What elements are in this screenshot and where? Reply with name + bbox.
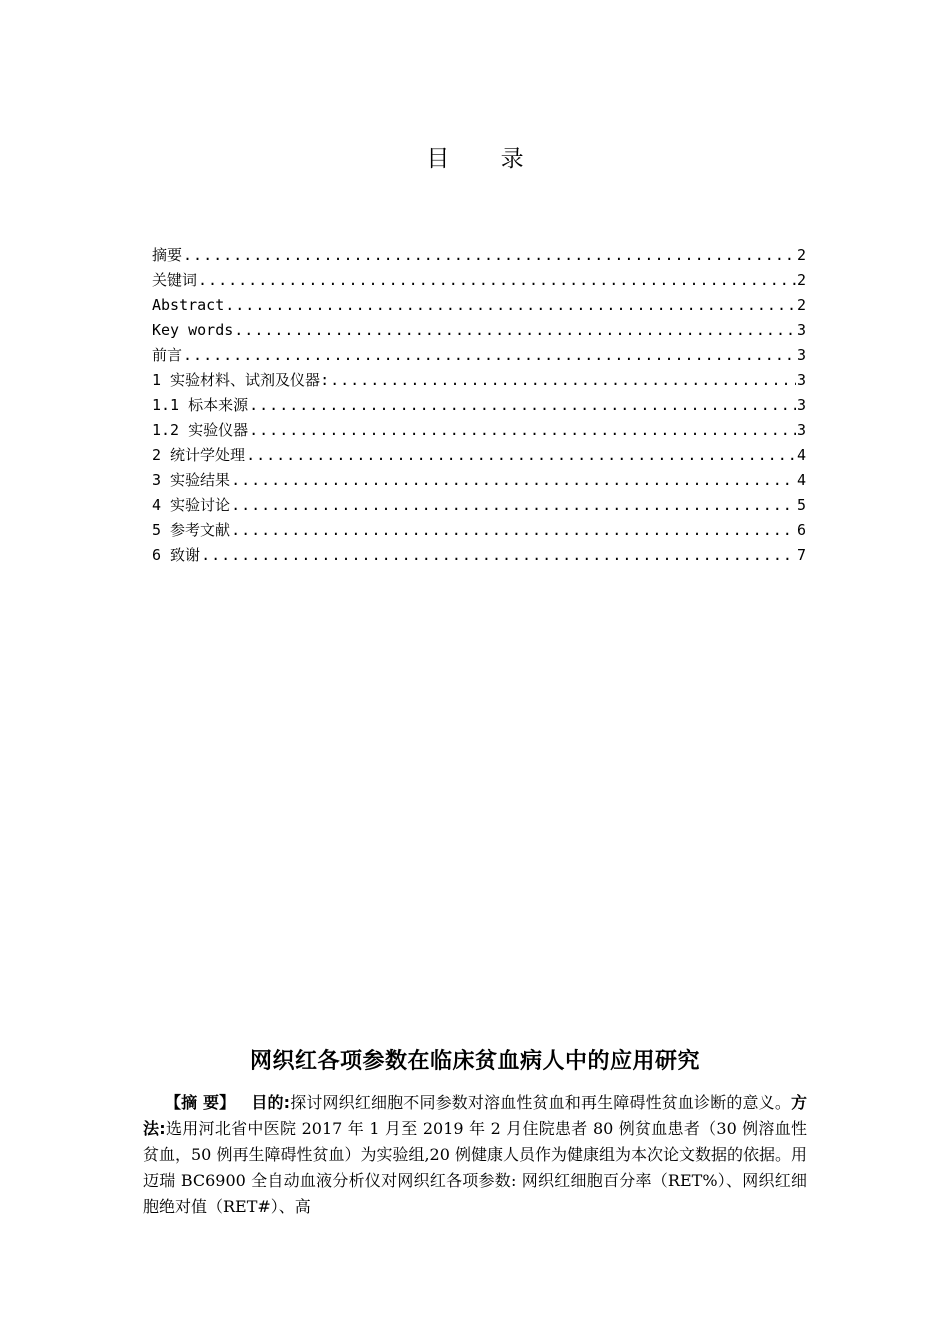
toc-entry-section-4[interactable] [152, 493, 806, 518]
toc-entry-label: Key words [152, 321, 234, 339]
toc-entry-label: 1 实验材料、试剂及仪器: [152, 371, 330, 389]
toc-entry-label: 5 参考文献 [152, 521, 231, 539]
purpose-text: 探讨网织红细胞不同参数对溶血性贫血和再生障碍性贫血诊断的意义。 [290, 1093, 791, 1112]
toc-entry-page: 4 [796, 471, 806, 489]
toc-leader-dots [198, 268, 796, 293]
toc-entry-abstract-en[interactable] [152, 293, 806, 318]
table-of-contents [152, 243, 806, 568]
toc-entry-section-3[interactable] [152, 468, 806, 493]
toc-entry-section-1-1[interactable] [152, 393, 806, 418]
toc-entry-label: 关键词 [152, 271, 198, 289]
toc-entry-label: 6 致谢 [152, 546, 201, 564]
toc-entry-page: 2 [796, 246, 806, 264]
toc-entry-section-1-2[interactable] [152, 418, 806, 443]
toc-entry-section-1[interactable] [152, 368, 806, 393]
toc-entry-label: 2 统计学处理 [152, 446, 246, 464]
toc-leader-dots [231, 518, 796, 543]
abstract-label: 【摘 要】 [165, 1093, 236, 1112]
toc-leader-dots [234, 318, 796, 343]
method-label: 方法: [143, 1093, 807, 1138]
toc-entry-page: 3 [796, 396, 806, 414]
toc-entry-preface[interactable] [152, 343, 806, 368]
toc-leader-dots [225, 293, 796, 318]
toc-leader-dots [249, 393, 796, 418]
toc-leader-dots [249, 418, 796, 443]
toc-entry-keywords-cn[interactable] [152, 268, 806, 293]
purpose-label: 目的: [251, 1093, 291, 1112]
toc-entry-label: 前言 [152, 346, 183, 364]
abstract-paragraph [143, 1090, 807, 1220]
toc-title: 目 录 [426, 146, 546, 172]
toc-leader-dots [231, 493, 796, 518]
toc-entry-page: 7 [796, 546, 806, 564]
toc-entry-label: 1.1 标本来源 [152, 396, 249, 414]
toc-entry-label: 1.2 实验仪器 [152, 421, 249, 439]
toc-entry-label: Abstract [152, 296, 225, 314]
toc-entry-page: 2 [796, 271, 806, 289]
toc-entry-page: 3 [796, 321, 806, 339]
toc-entry-section-6[interactable] [152, 543, 806, 568]
toc-leader-dots [330, 368, 796, 393]
method-text: 选用河北省中医院 2017 年 1 月至 2019 年 2 月住院患者 80 例贫血患者（30 例溶血性贫血，50 例再生障碍性贫血）为实验组,20 例健康人员作为健康组为本次论文数据的依据。用迈瑞 BC6900 全自动血液分析仪对网织红各项参数: 网织红细胞百分率（RET%）、网织红细胞绝对值（RET#）、高 [143, 1119, 807, 1216]
toc-leader-dots [183, 243, 796, 268]
toc-entry-page: 2 [796, 296, 806, 314]
toc-leader-dots [231, 468, 796, 493]
toc-leader-dots [246, 443, 796, 468]
toc-entry-label: 3 实验结果 [152, 471, 231, 489]
toc-entry-page: 4 [796, 446, 806, 464]
toc-leader-dots [201, 543, 796, 568]
toc-entry-page: 3 [796, 346, 806, 364]
paper-title: 网织红各项参数在临床贫血病人中的应用研究 [249, 1049, 700, 1074]
toc-entry-page: 6 [796, 521, 806, 539]
toc-entry-abstract-cn[interactable] [152, 243, 806, 268]
toc-entry-label: 摘要 [152, 246, 183, 264]
toc-leader-dots [183, 343, 796, 368]
toc-entry-page: 5 [796, 496, 806, 514]
toc-entry-page: 3 [796, 371, 806, 389]
toc-entry-section-5[interactable] [152, 518, 806, 543]
toc-entry-keywords-en[interactable] [152, 318, 806, 343]
toc-entry-label: 4 实验讨论 [152, 496, 231, 514]
toc-entry-page: 3 [796, 421, 806, 439]
toc-entry-section-2[interactable] [152, 443, 806, 468]
